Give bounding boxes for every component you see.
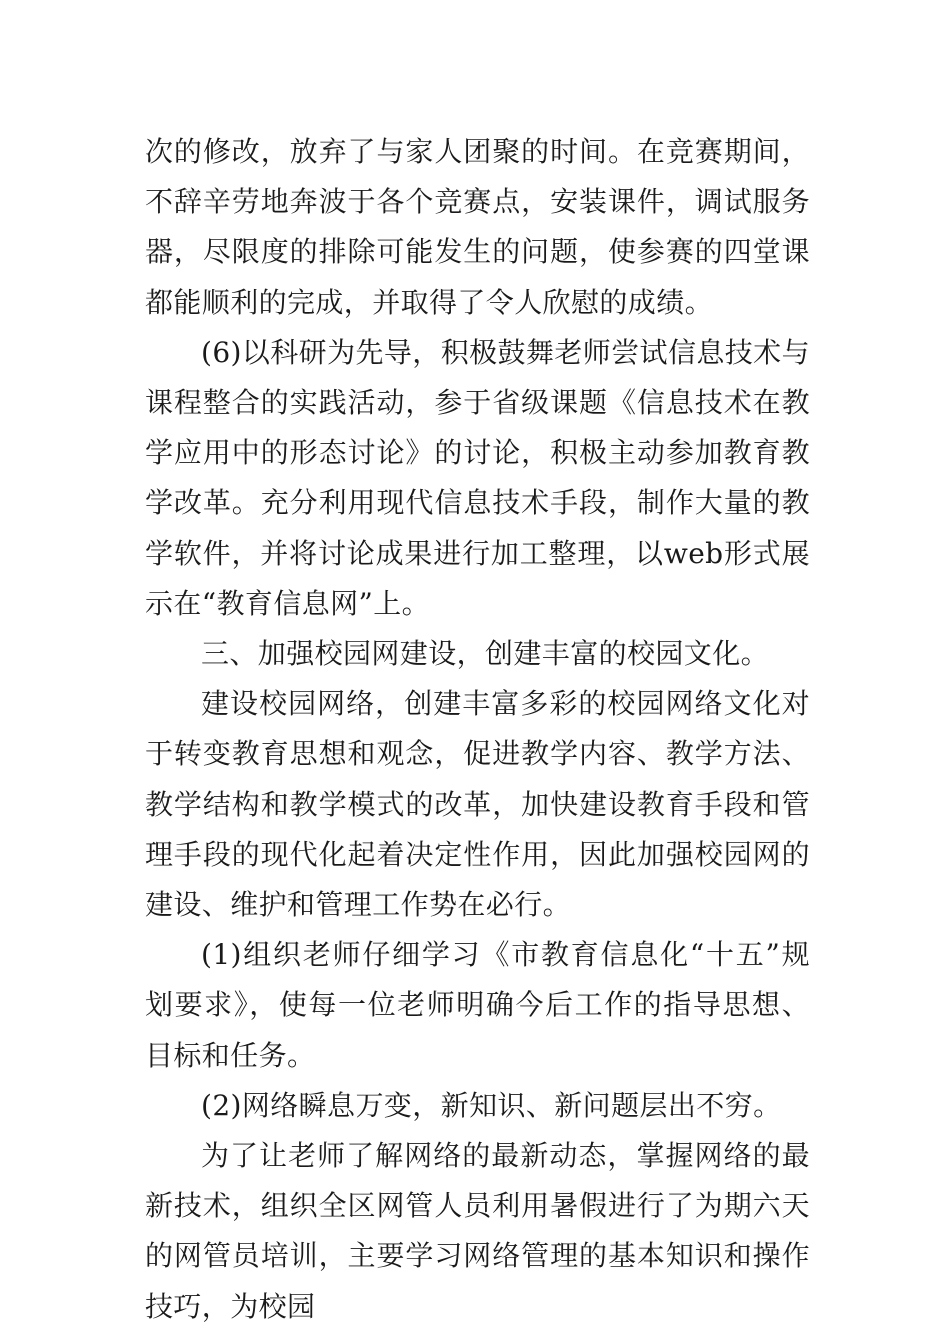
- section-heading-3: 三、加强校园网建设，创建丰富的校园文化。: [201, 637, 770, 671]
- paragraph-4: 建设校园网络，创建丰富多彩的校园网络文化对于转变教育思想和观念，促进教学内容、教学方法、教学结构和教学模式的改革，加快建设教育手段和管理手段的现代化起着决定性作用，因此加强校园网的建设、维护和管理工作势在必行。: [145, 687, 810, 922]
- paragraph-1: 次的修改，放弃了与家人团聚的时间。在竞赛期间，不辞辛劳地奔波于各个竞赛点，安装课件，调试服务器，尽限度的排除可能发生的问题，使参赛的四堂课都能顺利的完成，并取得了令人欣慰的成绩。: [145, 135, 810, 319]
- paragraph-6: (2)网络瞬息万变，新知识、新问题层出不穷。: [201, 1088, 782, 1122]
- paragraph-5: (1)组织老师仔细学习《市教育信息化“十五”规划要求》，使每一位老师明确今后工作的指导思想、目标和任务。: [145, 938, 810, 1072]
- paragraph-2: (6)以科研为先导，积极鼓舞老师尝试信息技术与课程整合的实践活动，参于省级课题《信息技术在教学应用中的形态讨论》的讨论，积极主动参加教育教学改革。充分利用现代信息技术手段，制作大量的教学软件，并将讨论成果进行加工整理，以web形式展示在“教育信息网”上。: [145, 335, 810, 620]
- paragraph-7: 为了让老师了解网络的最新动态，掌握网络的最新技术，组织全区网管人员利用暑假进行了为期六天的网管员培训，主要学习网络管理的基本知识和操作技巧，为校园: [145, 1139, 810, 1323]
- document-body: [145, 127, 810, 1332]
